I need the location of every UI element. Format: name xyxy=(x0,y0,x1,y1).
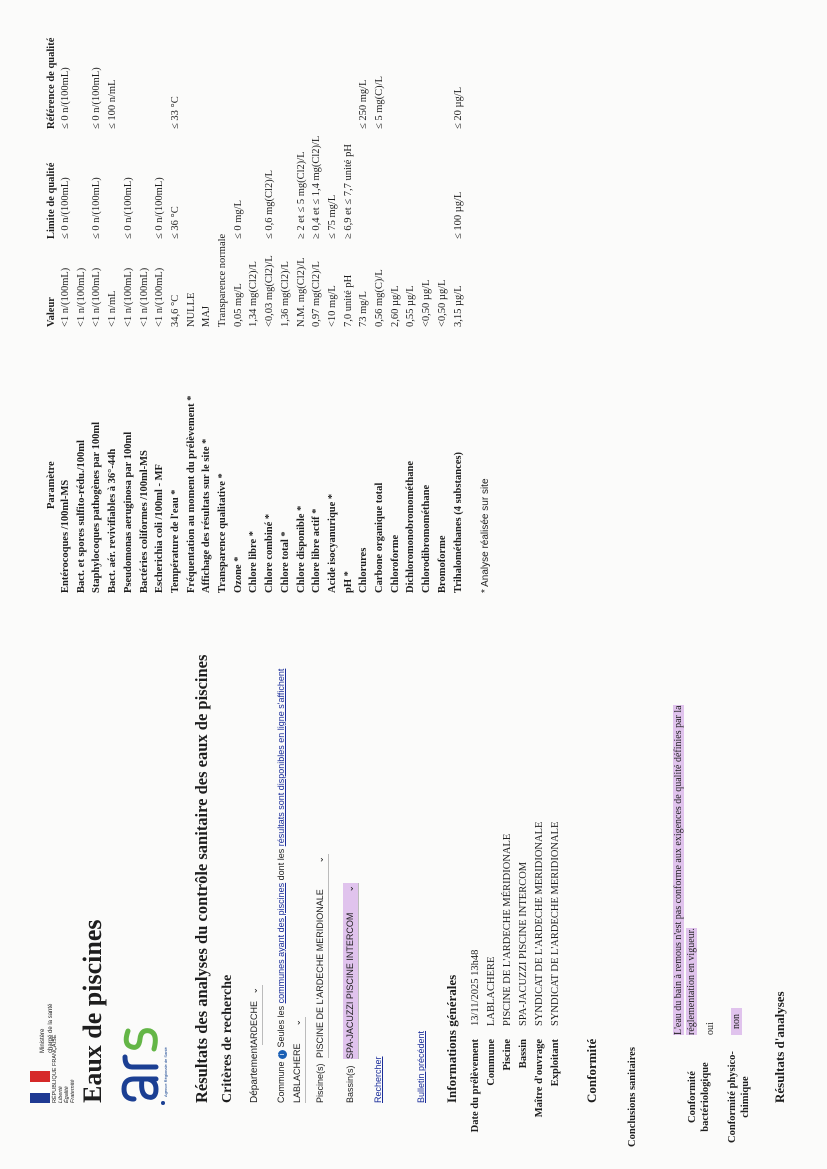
param-value: 73 mg/L xyxy=(358,291,370,327)
param-limit: ≥ 2 et ≤ 5 mg(Cl2)/L xyxy=(295,151,307,239)
french-flag-logo xyxy=(30,1071,50,1103)
info-label-piscine: Piscine xyxy=(502,1039,513,1071)
page-title: Eaux de piscines xyxy=(78,919,107,1103)
ars-logo-icon xyxy=(120,1007,168,1107)
chevron-down-icon: ⌄ xyxy=(249,987,259,995)
param-value: <1 n/mL xyxy=(107,290,119,327)
ministry-line-1: Ministère xyxy=(40,1028,46,1053)
physchem-value: non xyxy=(731,1008,742,1035)
param-name: Chlorures xyxy=(358,547,370,593)
param-name: pH * xyxy=(342,571,354,593)
param-reference: ≤ 0 n/(100mL) xyxy=(91,67,103,129)
piscine-label: Piscine(s) xyxy=(315,1063,325,1103)
commune-info-mid: dont les xyxy=(276,848,286,881)
info-value-date: 13/11/2025 13h48 xyxy=(470,949,481,1026)
param-name: Chlore combiné * xyxy=(264,513,276,593)
param-value: <1 n/(100mL) xyxy=(75,267,87,327)
param-value: <1 n/(100mL) xyxy=(138,267,150,327)
physchem-label-1: Conformité physico- xyxy=(727,1051,738,1143)
param-limit: ≥ 0,4 et ≤ 1,4 mg(Cl2)/L xyxy=(311,135,323,239)
param-name: Carbone organique total xyxy=(374,482,385,593)
commune-info-pre: Seules les xyxy=(276,1005,286,1048)
republique-francaise-line: RÉPUBLIQUE FRANÇAISE xyxy=(52,1034,58,1103)
info-icon: i xyxy=(278,1050,287,1059)
param-name: Fréquentation au moment du prélèvement * xyxy=(185,395,197,593)
param-value: 2,60 µg/L xyxy=(389,285,401,327)
departement-select[interactable] xyxy=(247,985,263,1045)
table-footnote: * Analyse réalisée sur site xyxy=(480,478,491,593)
param-name: Escherichia coli /100ml - MF xyxy=(154,464,166,593)
main-title: Résultats des analyses du contrôle sanitaire des eaux de piscines xyxy=(192,654,211,1103)
param-value: <0,03 mg(Cl2)/L xyxy=(264,255,276,327)
departement-value: ARDECHE xyxy=(249,1000,259,1045)
search-button[interactable]: Rechercher xyxy=(373,1056,383,1103)
communes-link[interactable]: communes ayant des piscines xyxy=(276,882,286,1004)
param-value: 1,34 mg(Cl2)/L xyxy=(248,261,260,327)
conformity-heading: Conformité xyxy=(584,1038,599,1103)
param-reference: ≤ 100 n/mL xyxy=(107,79,119,129)
info-label-exploitant: Exploitant xyxy=(550,1039,561,1087)
param-limit: ≤ 0 mg/L xyxy=(232,199,244,239)
param-limit: ≤ 0 n/(100mL) xyxy=(60,177,71,239)
param-name: Trihalométhanes (4 substances) xyxy=(452,452,464,593)
param-value: 1,36 mg(Cl2)/L xyxy=(279,261,291,327)
info-value-maitre-ouvrage: SYNDICAT DE L'ARDECHE MERIDIONALE xyxy=(534,821,545,1026)
info-value-commune: LABLACHERE xyxy=(486,956,497,1026)
general-info-heading: Informations générales xyxy=(444,974,459,1103)
param-reference: ≤ 250 mg/L xyxy=(358,79,370,129)
param-name: Chlore libre * xyxy=(248,530,260,593)
param-name: Dichloromonobromométhane xyxy=(405,460,417,593)
param-name: Chlore total * xyxy=(279,531,291,593)
param-name: Staphylocoques pathogènes par 100ml xyxy=(91,421,103,593)
results-online-link[interactable]: résultats sont disponibles en ligne s'affichent xyxy=(276,668,286,847)
previous-bulletin-link[interactable]: Bulletin précédent xyxy=(416,1030,426,1103)
results-heading: Résultats d'analyses xyxy=(772,991,787,1103)
ministry-line-2: chargé de la santé xyxy=(48,1003,54,1053)
bacterio-label-1: Conformité xyxy=(687,1071,698,1123)
param-value: <1 n/(100mL) xyxy=(60,267,71,327)
param-name: Affichage des résultats sur le site * xyxy=(201,438,213,593)
param-value: 3,15 µg/L xyxy=(452,285,464,327)
param-value: MAJ xyxy=(201,305,213,327)
info-label-maitre-ouvrage: Maître d'ouvrage xyxy=(534,1039,545,1118)
ars-tagline: Agence Régionale de Santé xyxy=(163,1047,168,1097)
param-limit: ≤ 0 n/(100mL) xyxy=(122,177,134,239)
chevron-down-icon: ⌄ xyxy=(345,885,355,893)
departement-label: Département xyxy=(249,1045,260,1103)
table-header-reference: Référence de qualité xyxy=(46,37,57,129)
table-header-parametre: Paramètre xyxy=(46,461,57,509)
param-name: Chloroforme xyxy=(389,534,401,593)
param-name: Bact. aér. revivifiables à 36°-44h xyxy=(107,448,119,593)
param-name: Ozone * xyxy=(232,556,244,593)
param-value: 0,56 mg(C)/L xyxy=(374,269,385,327)
param-name: Chlore libre actif * xyxy=(311,508,323,593)
conclusions-label: Conclusions sanitaires xyxy=(627,1047,638,1147)
bacterio-value: oui xyxy=(705,1022,716,1035)
param-value: 7,0 unité pH xyxy=(342,274,354,327)
physchem-label-2: chimique xyxy=(740,1076,751,1118)
param-limit: ≤ 75 mg/L xyxy=(326,194,338,239)
motto-fraternite: Fraternité xyxy=(70,1079,76,1103)
param-value: <0,50 µg/L xyxy=(421,279,433,327)
param-name: Acide isocyanurique * xyxy=(326,493,338,593)
param-value: 0,97 mg(Cl2)/L xyxy=(311,261,323,327)
commune-info-line xyxy=(276,669,287,1103)
param-value: 0,55 µg/L xyxy=(405,285,417,327)
chevron-down-icon: ⌄ xyxy=(292,1019,302,1027)
param-limit: ≤ 0 n/(100mL) xyxy=(91,177,103,239)
info-value-bassin: SPA-JACUZZI PISCINE INTERCOM xyxy=(518,861,529,1026)
piscine-select[interactable] xyxy=(313,854,329,1058)
info-label-date: Date du prélèvement xyxy=(470,1039,481,1133)
param-reference: ≤ 20 µg/L xyxy=(452,86,464,129)
param-value: <1 n/(100mL) xyxy=(91,267,103,327)
param-name: Chlore disponible * xyxy=(295,505,307,593)
motto-liberte: Liberté xyxy=(58,1086,64,1103)
param-limit: ≤ 0 n/(100mL) xyxy=(154,177,166,239)
param-value: <1 n/(100mL) xyxy=(122,267,134,327)
param-value: <10 mg/L xyxy=(326,285,338,327)
param-value: N.M. mg(Cl2)/L xyxy=(295,257,307,327)
info-label-bassin: Bassin xyxy=(518,1039,529,1069)
bassin-label: Bassin(s) xyxy=(345,1065,355,1103)
param-name: Pseudomonas aeruginosa par 100ml xyxy=(122,431,134,593)
ars-logo xyxy=(120,1007,168,1107)
piscine-value: PISCINE DE L'ARDECHE MERIDIONALE xyxy=(315,889,325,1058)
param-name: Bact. et spores sulfito-rédu./100ml xyxy=(75,440,87,593)
info-label-commune: Commune xyxy=(486,1039,497,1086)
param-limit: ≤ 36 °C xyxy=(169,206,181,239)
table-header-valeur: Valeur xyxy=(46,297,57,327)
param-value: NULLE xyxy=(185,292,197,327)
param-name: Bromoforme xyxy=(436,535,448,593)
info-value-exploitant: SYNDICAT DE L'ARDECHE MERIDIONALE xyxy=(550,821,561,1026)
param-reference: ≤ 5 mg(C)/L xyxy=(374,75,385,129)
commune-select[interactable] xyxy=(290,1017,306,1103)
conclusions-line-1: L'eau du bain à remous n'est pas conforme aux exigences de qualité définies par la xyxy=(673,705,684,1035)
param-limit: ≤ 100 µg/L xyxy=(452,191,464,239)
conclusions-line-2: réglementation en vigueur. xyxy=(686,928,697,1035)
param-name: Température de l'eau * xyxy=(169,489,181,593)
param-name: Entérocoques /100ml-MS xyxy=(60,479,71,593)
param-name: Bactéries coliformes /100ml-MS xyxy=(138,450,150,593)
bassin-select[interactable] xyxy=(343,883,359,1059)
bacterio-label-2: bactériologique xyxy=(700,1062,711,1132)
param-value: <1 n/(100mL) xyxy=(154,267,166,327)
commune-label: Commune xyxy=(276,1061,286,1103)
param-value: 0,05 mg/L xyxy=(232,283,244,327)
chevron-down-icon: ⌄ xyxy=(315,856,325,864)
param-value: 34,6 °C xyxy=(169,294,181,327)
param-name: Transparence qualitative * xyxy=(217,473,228,593)
param-reference: ≤ 33 °C xyxy=(169,96,181,129)
table-header-limite: Limite de qualité xyxy=(46,162,57,239)
param-limit: ≤ 0,6 mg(Cl2)/L xyxy=(264,169,276,239)
info-value-piscine: PISCINE DE L'ARDECHE MÉRIDIONALE xyxy=(502,833,513,1026)
bassin-value: SPA-JACUZZI PISCINE INTERCOM xyxy=(345,912,355,1059)
commune-value: LABLACHERE xyxy=(292,1043,302,1103)
param-limit: ≥ 6,9 et ≤ 7,7 unité pH xyxy=(342,144,354,239)
search-criteria-heading: Critères de recherche xyxy=(220,974,235,1103)
param-value: <0,50 µg/L xyxy=(436,279,448,327)
param-reference: ≤ 0 n/(100mL) xyxy=(60,67,71,129)
param-name: Chlorodibromométhane xyxy=(421,484,433,593)
motto-egalite: Égalité xyxy=(64,1086,70,1103)
param-value: Transparence normale xyxy=(217,233,228,327)
